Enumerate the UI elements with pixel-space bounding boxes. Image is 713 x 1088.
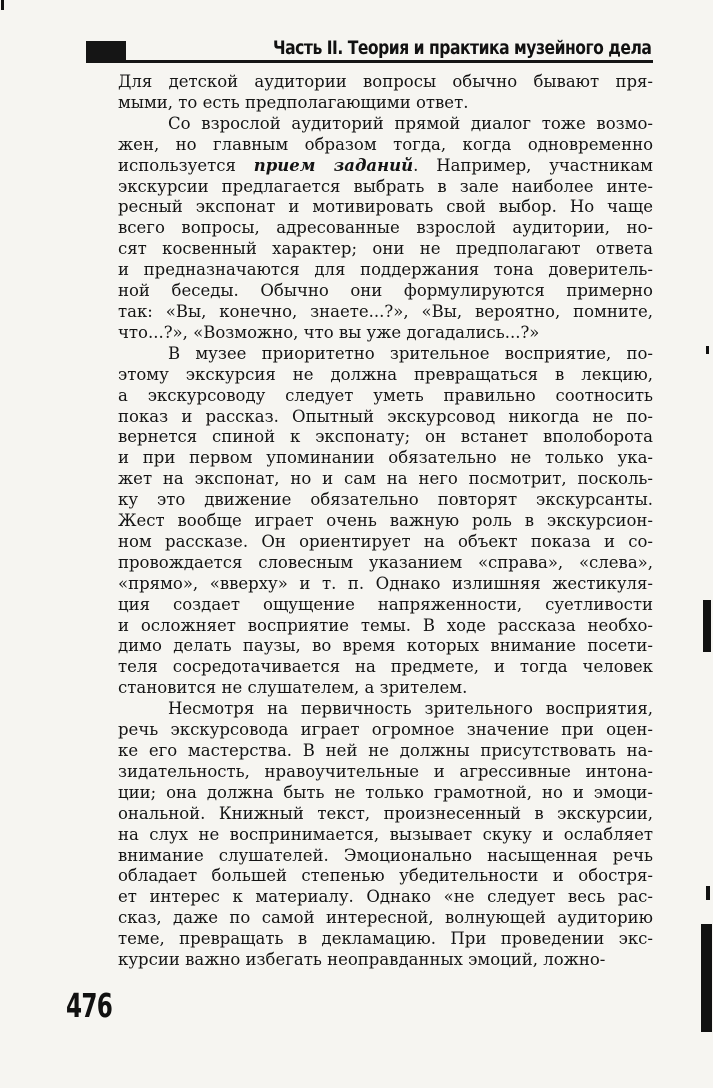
text-line: ресный экспонат и мотивировать свой выбор. Но чаще [118,197,653,217]
paragraph-4 [118,699,653,971]
paragraph-3 [118,344,653,699]
text-line: мыми, то есть предполагающими ответ. [118,92,469,112]
text-line: так: «Вы, конечно, знаете...?», «Вы, вероятно, помните, [118,301,653,321]
text-span: . Например, участникам [413,155,653,175]
header-decor-bar [86,41,126,63]
text-line: Со взрослой аудиторий прямой диалог тоже возмо- [168,113,653,133]
text-line: ном рассказе. Он ориентирует на объект показа и со- [118,531,653,551]
text-line: курсии важно избегать неоправданных эмоций, ложно- [118,950,606,970]
text-line: Жест вообще играет очень важную роль в экскурсион- [118,511,653,531]
text-line: и при первом упоминании обязательно не только ука- [118,448,653,468]
text-line: ет интерес к материалу. Однако «не следует весь рас- [118,887,653,907]
text-line: всего вопросы, адресованные взрослой аудитории, но- [118,218,653,238]
text-line: жен, но главным образом тогда, когда одновременно [118,134,653,154]
text-line: экскурсии предлагается выбрать в зале наиболее инте- [118,176,653,196]
text-line: В музее приоритетно зрительное восприятие, по- [168,343,653,363]
text-line: внимание слушателей. Эмоционально насыщенная речь [118,845,653,865]
text-line: Несмотря на первичность зрительного восприятия, [168,699,653,719]
text-line: становится не слушателем, а зрителем. [118,678,468,698]
emphasis-term: прием заданий [253,155,414,175]
page-body [118,72,653,971]
paragraph-1 [118,72,653,114]
text-line: ональной. Книжный текст, произнесенный в экскурсии, [118,803,653,823]
text-line: Для детской аудитории вопросы обычно бывают пря- [118,72,653,91]
text-line: ке его мастерства. В ней не должны присутствовать на- [118,741,653,760]
text-line: ной беседы. Обычно они формулируются примерно [118,281,653,301]
text-line: ции; она должна быть не только грамотной, но и эмоци- [118,782,653,802]
scan-edge-mark [703,600,711,652]
text-line: димо делать паузы, во время которых внимание посети- [118,636,653,656]
text-line: сказ, даже по самой интересной, волнующей аудиторию [118,908,653,928]
text-line: жет на экспонат, но и сам на него посмотрит, посколь- [118,469,653,489]
text-line: провождается словесным указанием «справа», «слева», [118,552,653,572]
scan-edge-mark [1,0,4,10]
text-line: речь экскурсовода играет огромное значение при оцен- [118,720,653,740]
scan-edge-mark [701,924,712,1032]
text-line: теме, превращать в декламацию. При проведении экс- [118,929,653,949]
text-line: сят косвенный характер; они не предполагают ответа [118,239,653,259]
text-line: показ и рассказ. Опытный экскурсовод никогда не по- [118,406,653,426]
text-line: ция создает ощущение напряженности, суетливости [118,594,653,614]
text-line: а экскурсоводу следует уметь правильно соотносить [118,385,653,405]
scan-edge-mark [706,886,710,900]
text-line-with-emphasis [118,156,653,177]
scan-edge-mark [706,346,709,354]
text-line: теля сосредотачивается на предмете, и тогда человек [118,657,653,677]
text-line: на слух не воспринимается, вызывает скуку и ослабляет [118,824,653,844]
text-line: этому экскурсия не должна превращаться в лекцию, [118,364,653,384]
text-line: и осложняет восприятие темы. В ходе рассказа необхо- [118,615,653,635]
text-span: используется [118,155,254,175]
text-line: обладает большей степенью убедительности и обостря- [118,866,653,886]
text-line: и предназначаются для поддержания тона доверитель- [118,260,653,280]
text-line: ку это движение обязательно повторят экскурсанты. [118,490,653,510]
header-rule [126,60,653,63]
page-number: 476 [66,986,113,1025]
text-line: что...?», «Возможно, что вы уже догадались...?» [118,322,540,342]
paragraph-2 [118,114,653,344]
running-head: Часть II. Теория и практика музейного дела [272,37,651,59]
text-line: зидательность, нравоучительные и агрессивные интона- [118,761,653,781]
text-line: «прямо», «вверху» и т. п. Однако излишняя жестикуля- [118,573,653,593]
text-line: вернется спиной к экспонату; он встанет вполоборота [118,427,653,447]
